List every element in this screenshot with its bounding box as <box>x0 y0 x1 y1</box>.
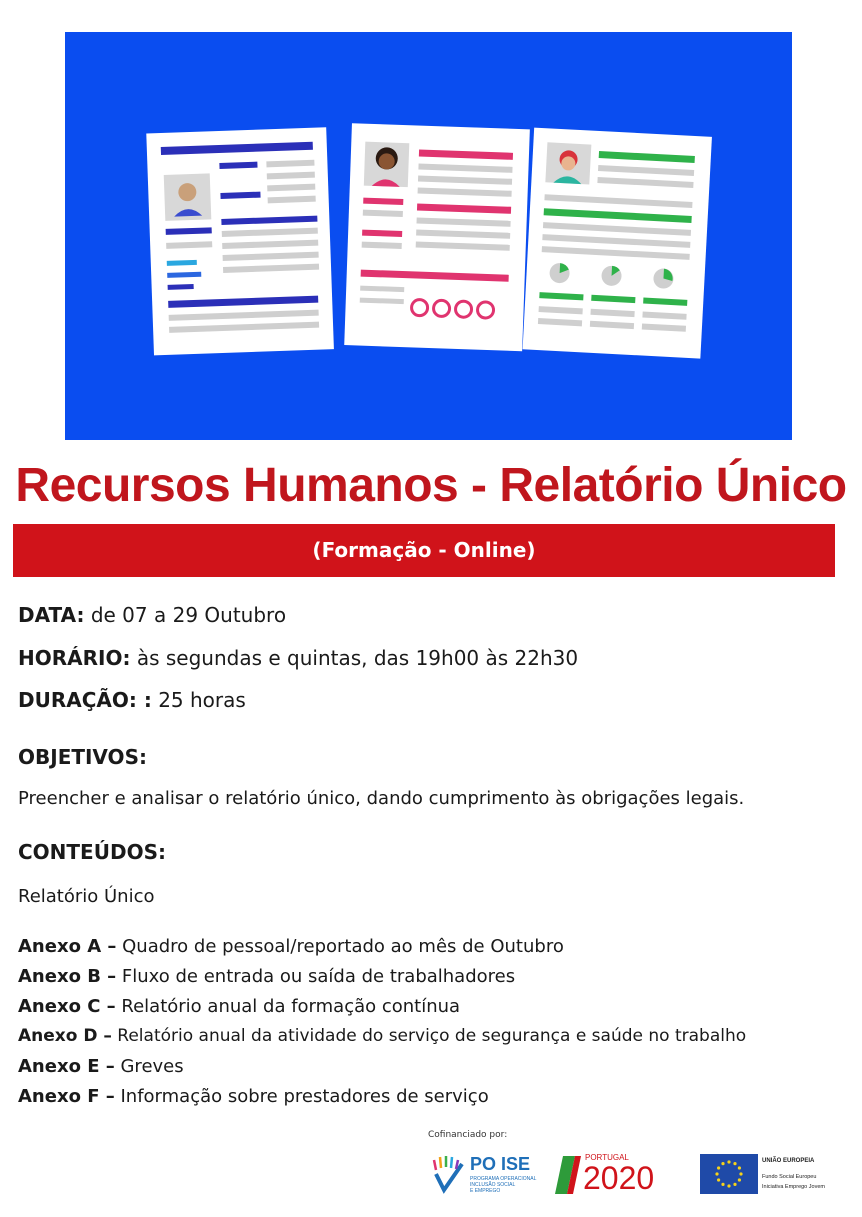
date-value: de 07 a 29 Outubro <box>84 603 287 627</box>
eu-sub-line: Fundo Social Europeu <box>762 1174 817 1180</box>
resume-pink-icon <box>344 123 530 351</box>
poise-logo <box>428 1152 538 1198</box>
eu-flag-icon <box>700 1154 758 1194</box>
resume-blue-icon <box>146 127 334 355</box>
eu-logo <box>700 1154 830 1196</box>
annex-text: Relatório anual da atividade do serviço de segurança e saúde no trabalho <box>111 1026 747 1046</box>
annex-item <box>18 966 515 987</box>
date-line <box>18 603 286 627</box>
annex-item <box>18 936 564 957</box>
contents-intro: Relatório Único <box>18 886 155 907</box>
contents-heading: CONTEÚDOS: <box>18 840 166 864</box>
eu-sub-line: Iniciativa Emprego Jovem <box>762 1184 825 1190</box>
poise-name: PO ISE <box>470 1154 531 1174</box>
portugal-flag-icon <box>553 1154 583 1196</box>
annex-label: Anexo D – <box>18 1026 112 1046</box>
annex-text: Quadro de pessoal/reportado ao mês de Outubro <box>116 936 564 957</box>
objectives-text: Preencher e analisar o relatório único, dando cumprimento às obrigações legais. <box>18 788 745 809</box>
annex-text: Relatório anual da formação contínua <box>115 996 461 1017</box>
duration-line <box>18 688 246 712</box>
annex-label: Anexo C – <box>18 996 116 1017</box>
portugal-word: PORTUGAL <box>585 1153 629 1162</box>
format-label: (Formação - Online) <box>312 538 536 562</box>
format-banner <box>13 524 835 577</box>
portugal-year: 2020 <box>583 1160 655 1196</box>
schedule-line <box>18 646 578 670</box>
cofinanced-label: Cofinanciado por: <box>428 1130 508 1140</box>
annex-item <box>18 1026 746 1046</box>
annex-item <box>18 996 460 1017</box>
resume-green-icon <box>523 128 712 359</box>
annex-label: Anexo A – <box>18 936 117 957</box>
duration-value: 25 horas <box>151 688 246 712</box>
poise-sub-line: INCLUSÃO SOCIAL <box>470 1182 516 1188</box>
portugal-2020-logo <box>553 1152 681 1198</box>
eu-title: UNIÃO EUROPEIA <box>762 1158 815 1164</box>
poise-hands-icon <box>428 1152 468 1196</box>
eu-subtext <box>762 1172 825 1192</box>
duration-label: DURAÇÃO: : <box>18 688 152 712</box>
schedule-value: às segundas e quintas, das 19h00 às 22h30 <box>130 646 579 670</box>
poise-subtext <box>470 1176 536 1194</box>
annex-text: Fluxo de entrada ou saída de trabalhadores <box>116 966 516 987</box>
annex-label: Anexo E – <box>18 1056 115 1077</box>
annex-text: Informação sobre prestadores de serviço <box>114 1086 489 1107</box>
annex-label: Anexo F – <box>18 1086 115 1107</box>
annex-item <box>18 1086 489 1107</box>
date-label: DATA: <box>18 603 85 627</box>
schedule-label: HORÁRIO: <box>18 646 131 670</box>
annex-label: Anexo B – <box>18 966 117 987</box>
resume-documents-illustration <box>65 32 792 440</box>
hero-illustration <box>65 32 792 440</box>
page-title: Recursos Humanos - Relatório Único <box>15 459 847 512</box>
annex-item <box>18 1056 184 1077</box>
poise-sub-line: PROGRAMA OPERACIONAL <box>470 1176 537 1182</box>
poise-sub-line: E EMPREGO <box>470 1188 501 1194</box>
annex-text: Greves <box>114 1056 184 1077</box>
objectives-heading: OBJETIVOS: <box>18 745 147 769</box>
